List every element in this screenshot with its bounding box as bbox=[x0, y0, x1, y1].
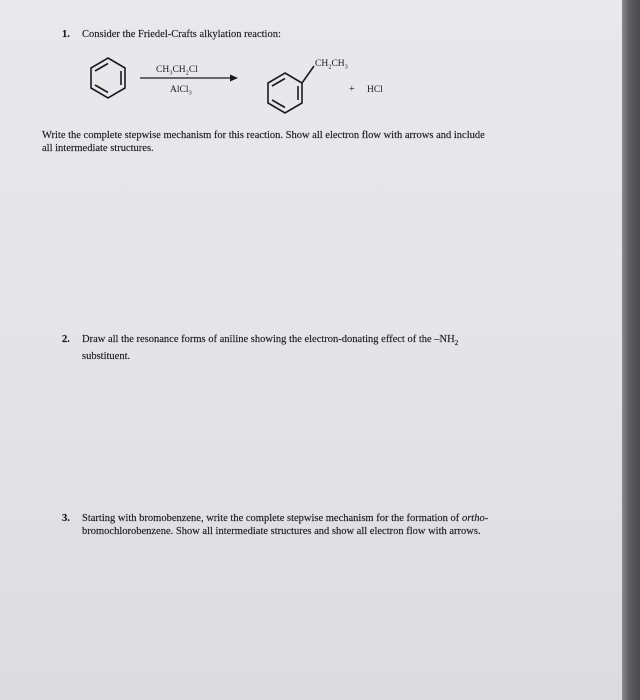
hcl-byproduct: HCl bbox=[367, 85, 383, 95]
catalyst-label: AlCl$_3$ bbox=[170, 85, 192, 97]
question-2-line-1: Draw all the resonance forms of aniline showing the electron-donating effect of the –NH bbox=[82, 334, 455, 345]
reaction-scheme bbox=[80, 50, 500, 130]
reagent-label: $CH_3CH_2Cl$ bbox=[156, 65, 198, 77]
ethylbenzene-product bbox=[268, 66, 314, 113]
question-3 bbox=[62, 512, 607, 538]
question-number: 1. bbox=[62, 29, 70, 40]
question-2-line-2: substituent. bbox=[82, 351, 131, 363]
benzene-reactant bbox=[91, 58, 125, 98]
question-number: 3. bbox=[62, 513, 70, 524]
question-3-line-1: Starting with bromobenzene, write the complete stepwise mechanism for the formation of bbox=[82, 513, 462, 524]
plus-sign: + bbox=[349, 84, 355, 95]
question-number: 2. bbox=[62, 334, 70, 345]
instruction-line-2: all intermediate structures. bbox=[42, 143, 154, 154]
question-3-line-2: bromochlorobenzene. Show all intermediate structures and show all electron flow with arrows. bbox=[82, 526, 481, 537]
ethyl-substituent-label: $CH_2CH_3$ bbox=[315, 59, 348, 71]
reaction-arrow bbox=[140, 75, 238, 82]
question-1-header bbox=[62, 28, 281, 41]
question-2 bbox=[62, 333, 602, 363]
instruction-line-1: Write the complete stepwise mechanism for this reaction. Show all electron flow with arrows and include bbox=[42, 130, 485, 141]
page-edge-shadow bbox=[622, 0, 640, 700]
question-1-instructions bbox=[42, 129, 602, 155]
question-prompt: Consider the Friedel-Crafts alkylation reaction: bbox=[82, 29, 281, 40]
nh2-subscript: 2 bbox=[454, 339, 459, 348]
ortho-prefix: ortho- bbox=[461, 513, 489, 524]
